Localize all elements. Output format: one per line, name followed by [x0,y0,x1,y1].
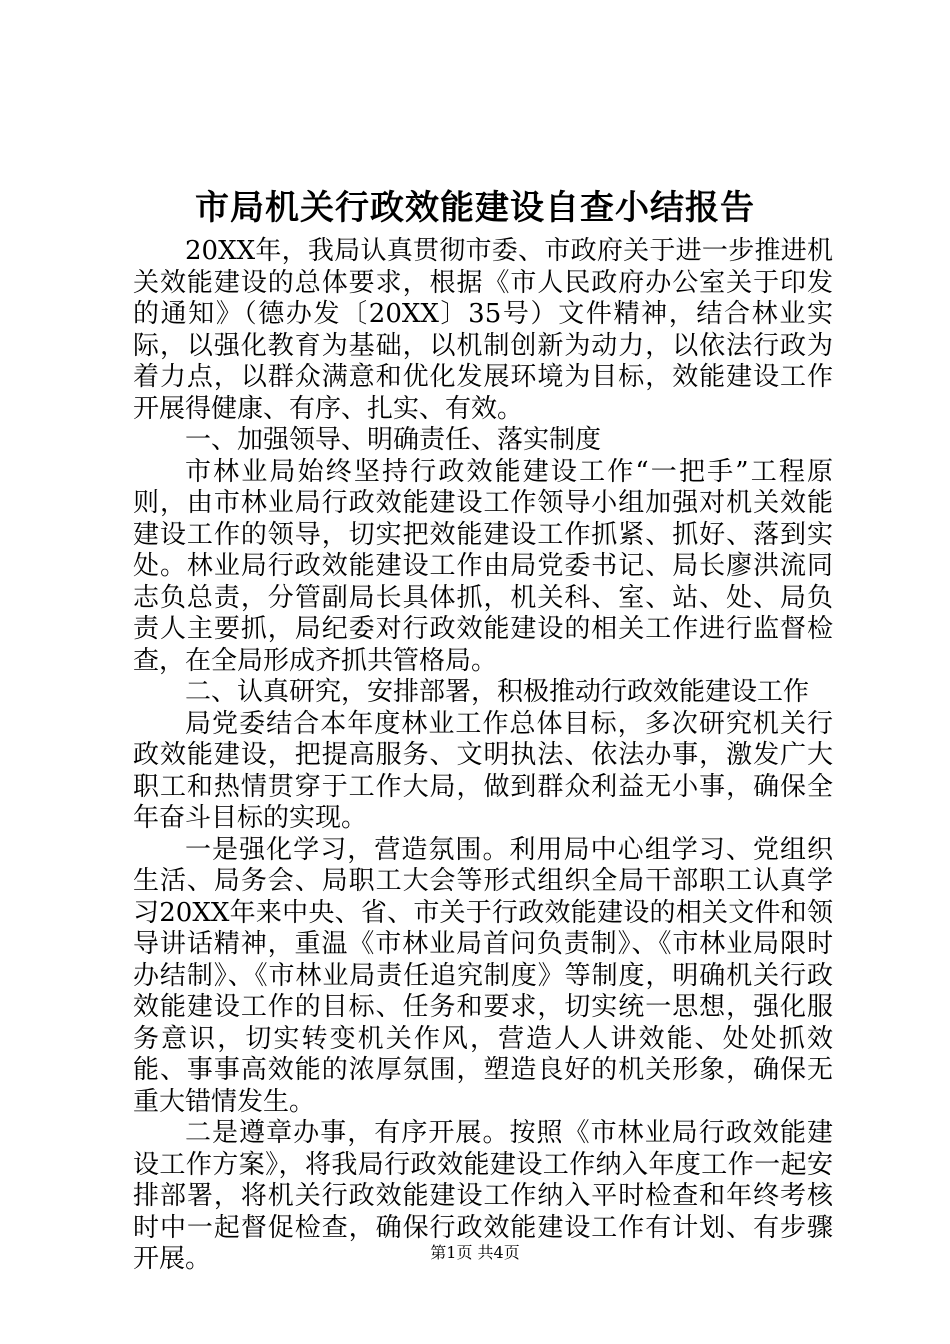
section-heading-2: 二、认真研究，安排部署，积极推动行政效能建设工作 [185,677,810,707]
paragraph-study: 一是强化学习，营造氛围。利用局中心组学习、党组织生活、局务会、局职工大会等形式组织全局干部职工认真学习20XX年来中央、省、市关于行政效能建设的相关文件和领导讲话精神，重温《市林业局首问负责制》、《市林业局限时办结制》、《市林业局责任追究制度》等制度，明确机关行政效能建设工作的目标、任务和要求，切实统一思想，强化服务意识，切实转变机关作风，营造人人讲效能、处处抓效能、事事高效能的浓厚氛围，塑造良好的机关形象，确保无重大错情发生。 [133,834,833,1117]
paragraph-rules: 二是遵章办事，有序开展。按照《市林业局行政效能建设工作方案》，将我局行政效能建设工作纳入年度工作一起安排部署，将机关行政效能建设工作纳入平时检查和年终考核时中一起督促检查，确保行政效能建设工作有计划、有步骤开展。 [133,1118,833,1274]
paragraph-intro: 20XX年，我局认真贯彻市委、市政府关于进一步推进机关效能建设的总体要求，根据《市人民政府办公室关于印发的通知》（德办发〔20XX〕35号）文件精神，结合林业实际，以强化教育为基础，以机制创新为动力，以依法行政为着力点，以群众满意和优化发展环境为目标，效能建设工作开展得健康、有序、扎实、有效。 [133,236,833,424]
page-number-footer: 第1页 共4页 [430,1243,520,1262]
section-heading-1: 一、加强领导、明确责任、落实制度 [185,425,602,455]
document-title: 市局机关行政效能建设自查小结报告 [195,188,755,228]
paragraph-research: 局党委结合本年度林业工作总体目标，多次研究机关行政效能建设，把提高服务、文明执法、依法办事，激发广大职工和热情贯穿于工作大局，做到群众利益无小事，确保全年奋斗目标的实现。 [133,708,833,833]
paragraph-leadership: 市林业局始终坚持行政效能建设工作“一把手”工程原则，由市林业局行政效能建设工作领导小组加强对机关效能建设工作的领导，切实把效能建设工作抓紧、抓好、落到实处。林业局行政效能建设工作由局党委书记、局长廖洪流同志负总责，分管副局长具体抓，机关科、室、站、处、局负责人主要抓，局纪委对行政效能建设的相关工作进行监督检查，在全局形成齐抓共管格局。 [133,456,833,676]
document-body [133,236,833,1276]
